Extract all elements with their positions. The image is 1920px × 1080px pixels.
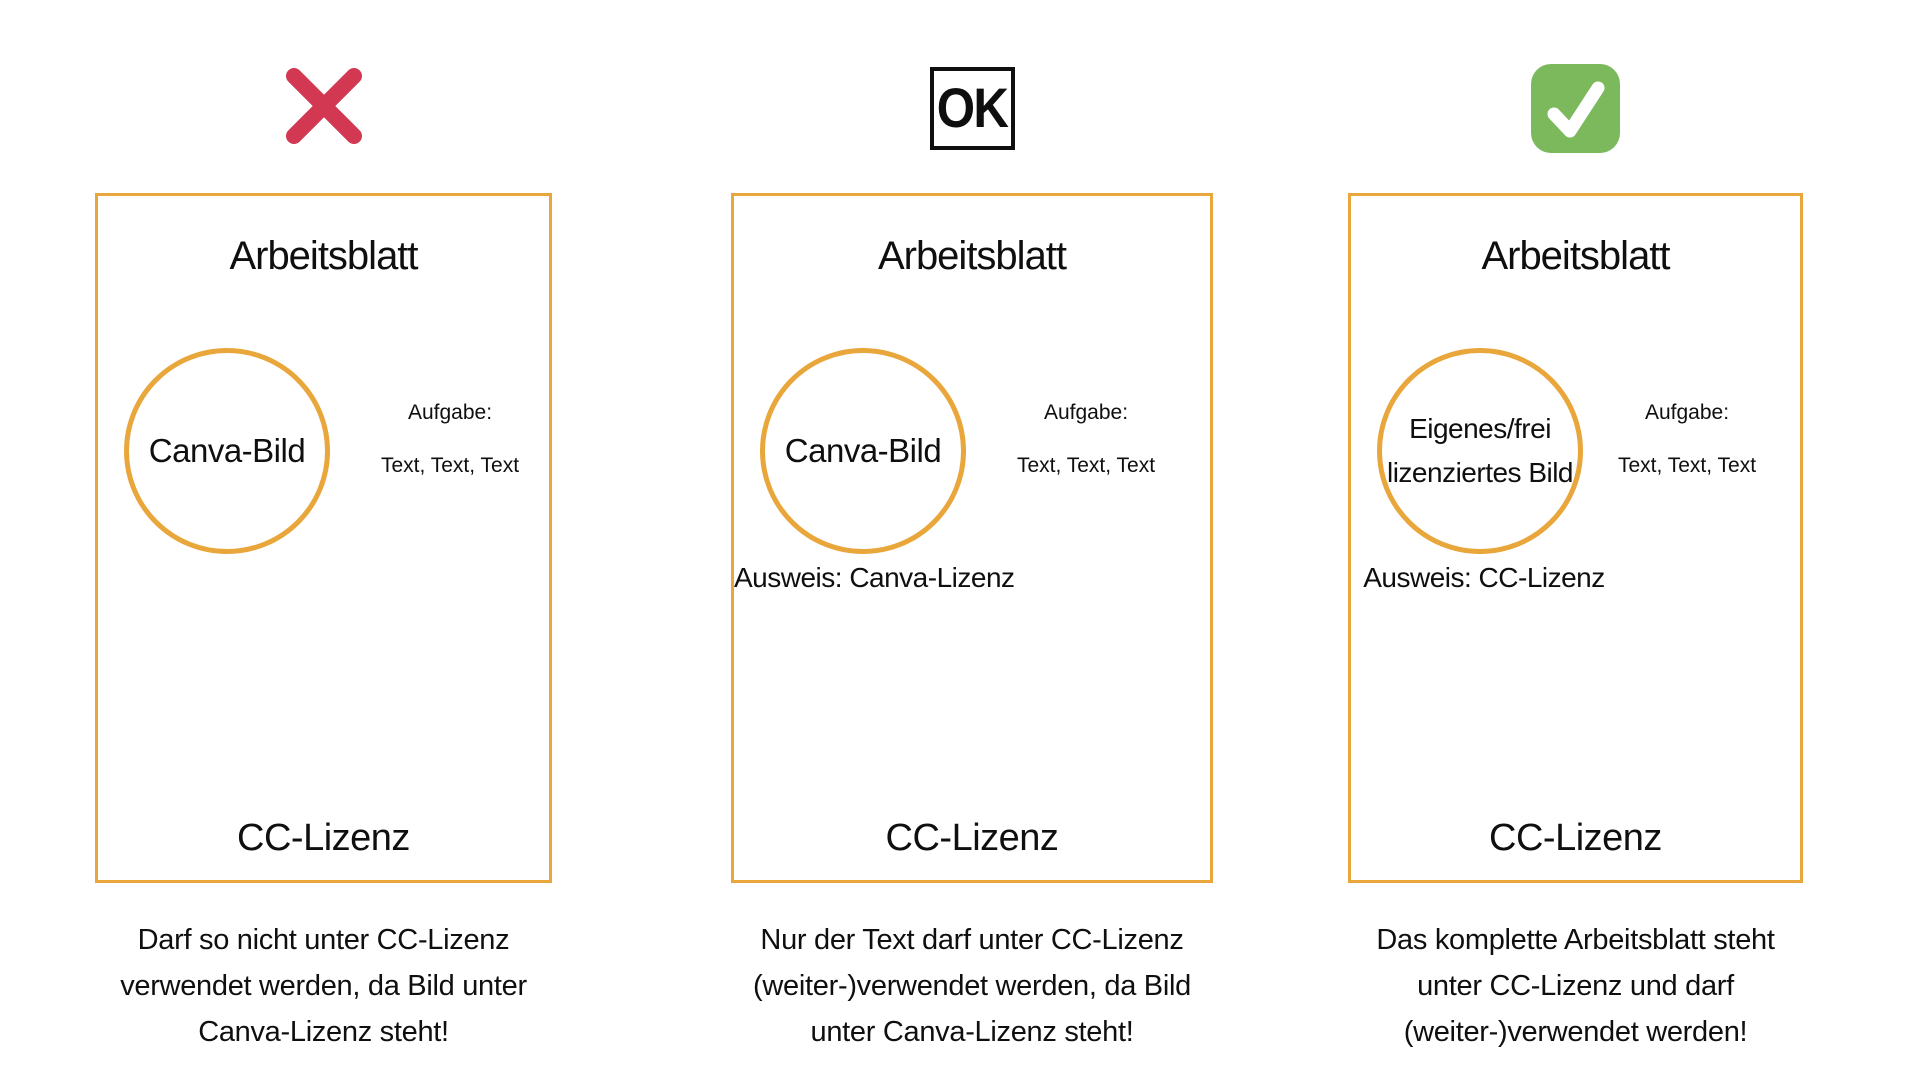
caption [95,917,552,1055]
worksheet-card [95,193,552,883]
icon-slot [731,62,1213,154]
task-block [980,401,1192,478]
caption [731,917,1213,1055]
image-placeholder-circle [760,348,966,554]
caption-line: Das komplette Arbeitsblatt steht [1376,924,1775,956]
task-text: Text, Text, Text [380,454,520,477]
cc-license-label: CC-Lizenz [1489,817,1662,859]
icon-slot [95,62,552,154]
task-block [344,401,556,478]
task-label: Aufgabe: [1043,401,1129,424]
worksheet-title: Arbeitsblatt [877,234,1067,278]
circle-label-line: Canva-Bild [148,432,306,469]
caption-line: (weiter-)verwendet werden, da Bild [753,970,1191,1002]
icon-slot [1348,62,1803,154]
column-text-only-ok [731,62,1213,1055]
caption-line: verwendet werden, da Bild unter [120,970,527,1002]
caption-line: Nur der Text darf unter CC-Lizenz [760,924,1184,956]
cross-icon [279,63,369,153]
circle-label-line: lizenziertes Bild [1386,457,1574,488]
ok-badge-label: OK [936,76,1008,139]
task-text: Text, Text, Text [1016,454,1156,477]
task-label: Aufgabe: [1644,401,1730,424]
image-placeholder-circle [1377,348,1583,554]
license-note: Ausweis: Canva-Lizenz [734,562,1015,593]
worksheet-title: Arbeitsblatt [1481,234,1670,278]
cc-license-label: CC-Lizenz [885,817,1059,859]
circle-label-line: Eigenes/frei [1409,413,1551,444]
worksheet-card [731,193,1213,883]
caption-line: Darf so nicht unter CC-Lizenz [137,924,510,956]
task-text: Text, Text, Text [1617,454,1757,477]
caption-line: Canva-Lizenz steht! [198,1016,449,1048]
worksheet-card [1348,193,1803,883]
caption-line: (weiter-)verwendet werden! [1403,1016,1748,1048]
license-note: Ausweis: CC-Lizenz [1363,562,1605,593]
column-not-allowed [95,62,552,1055]
caption [1348,917,1803,1055]
task-block [1581,401,1793,478]
check-icon [1530,63,1621,154]
caption-line: unter CC-Lizenz und darf [1417,970,1734,1002]
circle-label-line: Canva-Bild [784,432,942,469]
image-placeholder-circle [124,348,330,554]
caption-line: unter Canva-Lizenz steht! [810,1016,1134,1048]
task-label: Aufgabe: [407,401,493,424]
cc-license-label: CC-Lizenz [237,817,410,859]
column-allowed [1348,62,1803,1055]
worksheet-title: Arbeitsblatt [229,234,418,278]
ok-badge [930,67,1015,150]
